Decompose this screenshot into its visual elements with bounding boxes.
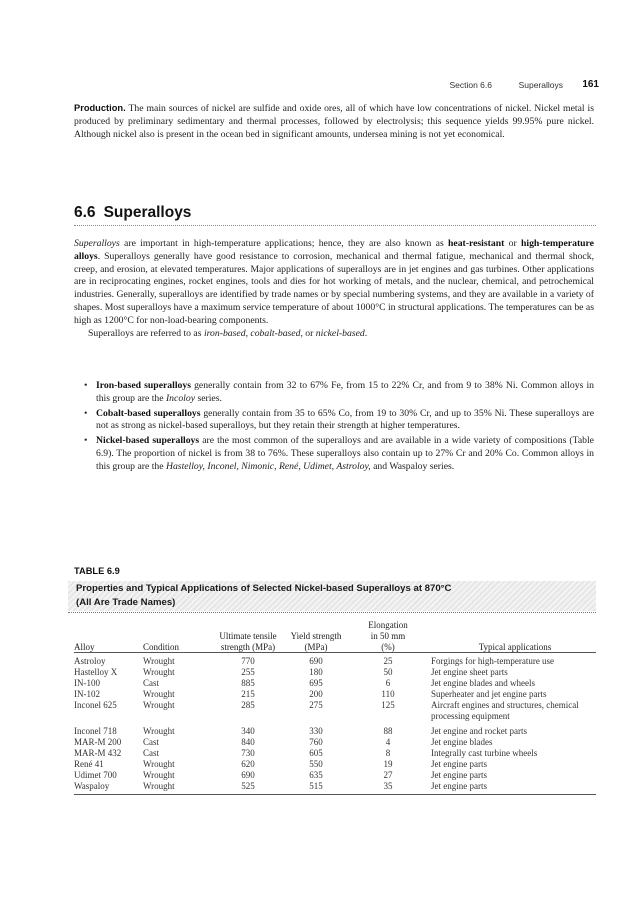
header-elong-line1: Elongation bbox=[368, 620, 408, 630]
cell-yield: 515 bbox=[309, 781, 323, 791]
cell-application: Jet engine blades and wheels bbox=[431, 678, 535, 688]
header-ys-line2: (MPa) bbox=[304, 642, 328, 652]
table-row bbox=[0, 726, 636, 737]
cell-alloy: René 41 bbox=[74, 759, 104, 769]
term-nickel-based: nickel-based bbox=[315, 327, 365, 339]
term-high-temperature-alloys: high-temperature alloys bbox=[74, 238, 594, 262]
intro-text-3: . Superalloys generally have good resistance to corrosion, mechanical and thermal fatigue, mechanical and thermal shock, creep, and erosion, at elevated temperatures. Major applications of superalloys are in jet engines and gas turbines. Other applications are in reciprocating engines, rocket engines, tools and dies for hot working of metals, and the nuclear, chemical, and petrochemical industries. Generally, superalloys are identified by trade names or by special numbering systems, and they are available in a variety of shapes. Most superalloys have a maximum service temperature of about 1000°C in structural applications. The temperatures can be as high as 1200°C for non-load-bearing components. bbox=[74, 250, 594, 326]
cell-elongation: 4 bbox=[385, 737, 391, 747]
bullet-icon: • bbox=[84, 380, 88, 391]
cell-uts: 525 bbox=[241, 781, 255, 791]
cell-alloy: Waspaloy bbox=[74, 781, 110, 791]
bullet-icon: • bbox=[84, 435, 88, 447]
intro-paragraph-1 bbox=[74, 238, 594, 328]
cell-condition: Wrought bbox=[143, 759, 175, 769]
cell-uts: 215 bbox=[241, 689, 255, 699]
bullet-italic: Incoloy bbox=[165, 392, 196, 404]
section-rule bbox=[74, 225, 596, 226]
list-item bbox=[82, 408, 594, 434]
table-row bbox=[0, 759, 636, 770]
intro-paragraph-2 bbox=[74, 328, 594, 341]
cell-elongation: 125 bbox=[381, 700, 395, 710]
cell-yield: 180 bbox=[309, 667, 323, 677]
cell-application: Jet engine sheet parts bbox=[431, 667, 508, 677]
intro-text-2: or bbox=[504, 238, 521, 249]
list-item bbox=[82, 435, 594, 473]
header-topic: Superalloys bbox=[518, 80, 563, 90]
header-uts-line2: strength (MPa) bbox=[220, 642, 276, 652]
cell-elongation: 50 bbox=[383, 667, 393, 677]
table-row bbox=[0, 689, 636, 700]
bullet-tail: series. bbox=[195, 392, 222, 404]
intro-p2-comma: , bbox=[245, 327, 251, 339]
cell-elongation: 25 bbox=[383, 656, 393, 666]
bullet-term: Cobalt-based superalloys bbox=[96, 407, 201, 419]
intro-p2-text: Superalloys are referred to as bbox=[88, 327, 204, 339]
cell-alloy: IN-100 bbox=[74, 678, 100, 688]
table-caption-line-2: (All Are Trade Names) bbox=[76, 597, 176, 608]
table-caption-line-1: Properties and Typical Applications of Selected Nickel-based Superalloys at 870°C bbox=[76, 583, 452, 594]
cell-elongation: 110 bbox=[381, 689, 395, 699]
cell-application: Jet engine parts bbox=[431, 770, 487, 780]
cell-alloy: Udimet 700 bbox=[74, 770, 117, 780]
superalloy-types-list bbox=[82, 380, 594, 476]
cell-application: Jet engine parts bbox=[431, 781, 487, 791]
cell-alloy: Hastelloy X bbox=[74, 667, 118, 677]
cell-yield: 690 bbox=[309, 656, 323, 666]
cell-yield: 695 bbox=[309, 678, 323, 688]
cell-elongation: 35 bbox=[383, 781, 393, 791]
cell-application: Aircraft engines and structures, chemical processing equipment bbox=[431, 700, 579, 721]
header-elong-line2: in 50 mm bbox=[370, 631, 406, 641]
table-row bbox=[0, 770, 636, 781]
cell-uts: 770 bbox=[241, 656, 255, 666]
term-cobalt-based: cobalt-based bbox=[250, 327, 301, 339]
cell-elongation: 8 bbox=[385, 748, 391, 758]
cell-uts: 340 bbox=[241, 726, 255, 736]
bullet-italic: Hastelloy, Inconel, Nimonic, René, Udimet, Astroloy, bbox=[165, 460, 371, 472]
table-header-rule bbox=[74, 652, 596, 653]
cell-application: Superheater and jet engine parts bbox=[431, 689, 547, 699]
bullet-text: are the most common of the superalloys and are available in a wide variety of compositions (Table 6.9). The proportion of nickel is from 38 to 76%. These superalloys also contain up to 27% Cr and 20% Co. Common alloys in this group are the bbox=[96, 435, 594, 472]
caption-rule bbox=[68, 612, 596, 613]
bullet-term: Nickel-based superalloys bbox=[96, 435, 200, 447]
cell-alloy: MAR-M 432 bbox=[74, 748, 122, 758]
table-label: TABLE 6.9 bbox=[74, 566, 120, 576]
term-superalloys: Superalloys bbox=[74, 238, 120, 249]
cell-application: Integrally cast turbine wheels bbox=[431, 748, 538, 758]
cell-yield: 760 bbox=[309, 737, 323, 747]
cell-uts: 730 bbox=[241, 748, 255, 758]
cell-yield: 635 bbox=[309, 770, 323, 780]
cell-elongation: 19 bbox=[383, 759, 393, 769]
header-ys-line1: Yield strength bbox=[290, 631, 342, 641]
bullet-term: Iron-based superalloys bbox=[96, 380, 191, 391]
bullet-text: generally contain from 32 to 67% Fe, from 15 to 22% Cr, and from 9 to 38% Ni. Common alloys in this group are the bbox=[96, 380, 595, 404]
cell-condition: Cast bbox=[143, 678, 160, 688]
cell-alloy: Astroloy bbox=[74, 656, 106, 666]
cell-yield: 550 bbox=[309, 759, 323, 769]
cell-condition: Wrought bbox=[143, 726, 175, 736]
cell-yield: 200 bbox=[309, 689, 323, 699]
bullet-text: generally contain from 35 to 65% Co, from 19 to 30% Cr, and up to 35% Ni. These superalloys are not as strong as nickel-based superalloys, but they retain their strength at higher temperatures. bbox=[96, 407, 594, 432]
cell-condition: Wrought bbox=[143, 656, 175, 666]
cell-uts: 885 bbox=[241, 678, 255, 688]
term-iron-based: iron-based bbox=[203, 327, 246, 339]
header-condition: Condition bbox=[143, 642, 180, 652]
cell-application: Jet engine and rocket parts bbox=[431, 726, 527, 736]
production-runin: Production. bbox=[74, 103, 126, 113]
production-text: The main sources of nickel are sulfide and oxide ores, all of which have low concentrations of nickel. Nickel metal is produced by preliminary sedimentary and thermal processes, followed by electrolysis; this sequence yields 99.95% pure nickel. Although nickel also is present in the ocean bed in significant amounts, undersea mining is not yet economical. bbox=[74, 103, 594, 140]
cell-condition: Cast bbox=[143, 748, 160, 758]
production-paragraph bbox=[74, 102, 594, 141]
cell-uts: 840 bbox=[241, 737, 255, 747]
term-heat-resistant: heat-resistant bbox=[448, 238, 505, 249]
cell-uts: 285 bbox=[241, 700, 255, 710]
cell-alloy: Inconel 625 bbox=[74, 700, 117, 710]
section-heading bbox=[74, 204, 594, 222]
table-row bbox=[0, 737, 636, 748]
cell-yield: 330 bbox=[309, 726, 323, 736]
cell-elongation: 6 bbox=[385, 678, 391, 688]
cell-condition: Wrought bbox=[143, 781, 175, 791]
table-caption bbox=[68, 581, 596, 611]
intro-text-1: are important in high-temperature applications; hence, they are also known as bbox=[119, 238, 448, 249]
cell-alloy: IN-102 bbox=[74, 689, 100, 699]
table-row bbox=[0, 700, 636, 722]
page-number: 161 bbox=[582, 79, 599, 90]
header-section: Section 6.6 bbox=[449, 80, 492, 90]
table-row bbox=[0, 656, 636, 667]
header-applications: Typical applications bbox=[478, 642, 552, 652]
cell-alloy: Inconel 718 bbox=[74, 726, 117, 736]
table-row bbox=[0, 667, 636, 678]
cell-elongation: 27 bbox=[383, 770, 393, 780]
cell-application: Forgings for high-temperature use bbox=[431, 656, 555, 666]
bullet-tail: and Waspaloy series. bbox=[370, 460, 455, 472]
section-number: 6.6 bbox=[74, 204, 96, 221]
header-elong-line3: (%) bbox=[381, 642, 395, 652]
cell-condition: Wrought bbox=[143, 700, 175, 710]
cell-uts: 690 bbox=[241, 770, 255, 780]
header-uts-line1: Ultimate tensile bbox=[219, 631, 277, 641]
cell-application: Jet engine blades bbox=[431, 737, 493, 747]
cell-condition: Wrought bbox=[143, 667, 175, 677]
section-title bbox=[74, 204, 594, 222]
superalloys-intro bbox=[74, 238, 594, 340]
intro-p2-end: . bbox=[364, 327, 368, 339]
running-header bbox=[0, 80, 636, 94]
cell-alloy: MAR-M 200 bbox=[74, 737, 122, 747]
table-row bbox=[0, 678, 636, 689]
table-bottom-rule bbox=[74, 794, 596, 795]
cell-elongation: 88 bbox=[383, 726, 393, 736]
cell-application: Jet engine parts bbox=[431, 759, 487, 769]
cell-yield: 605 bbox=[309, 748, 323, 758]
cell-yield: 275 bbox=[309, 700, 323, 710]
cell-uts: 255 bbox=[241, 667, 255, 677]
cell-condition: Cast bbox=[143, 737, 160, 747]
section-name: Superalloys bbox=[103, 204, 192, 221]
table-row bbox=[0, 781, 636, 792]
cell-condition: Wrought bbox=[143, 770, 175, 780]
table-row bbox=[0, 748, 636, 759]
table-header bbox=[0, 620, 636, 652]
bullet-icon: • bbox=[84, 407, 88, 419]
list-item bbox=[82, 380, 594, 406]
intro-p2-or: , or bbox=[300, 327, 316, 339]
cell-condition: Wrought bbox=[143, 689, 175, 699]
header-alloy: Alloy bbox=[74, 642, 95, 652]
cell-uts: 620 bbox=[241, 759, 255, 769]
